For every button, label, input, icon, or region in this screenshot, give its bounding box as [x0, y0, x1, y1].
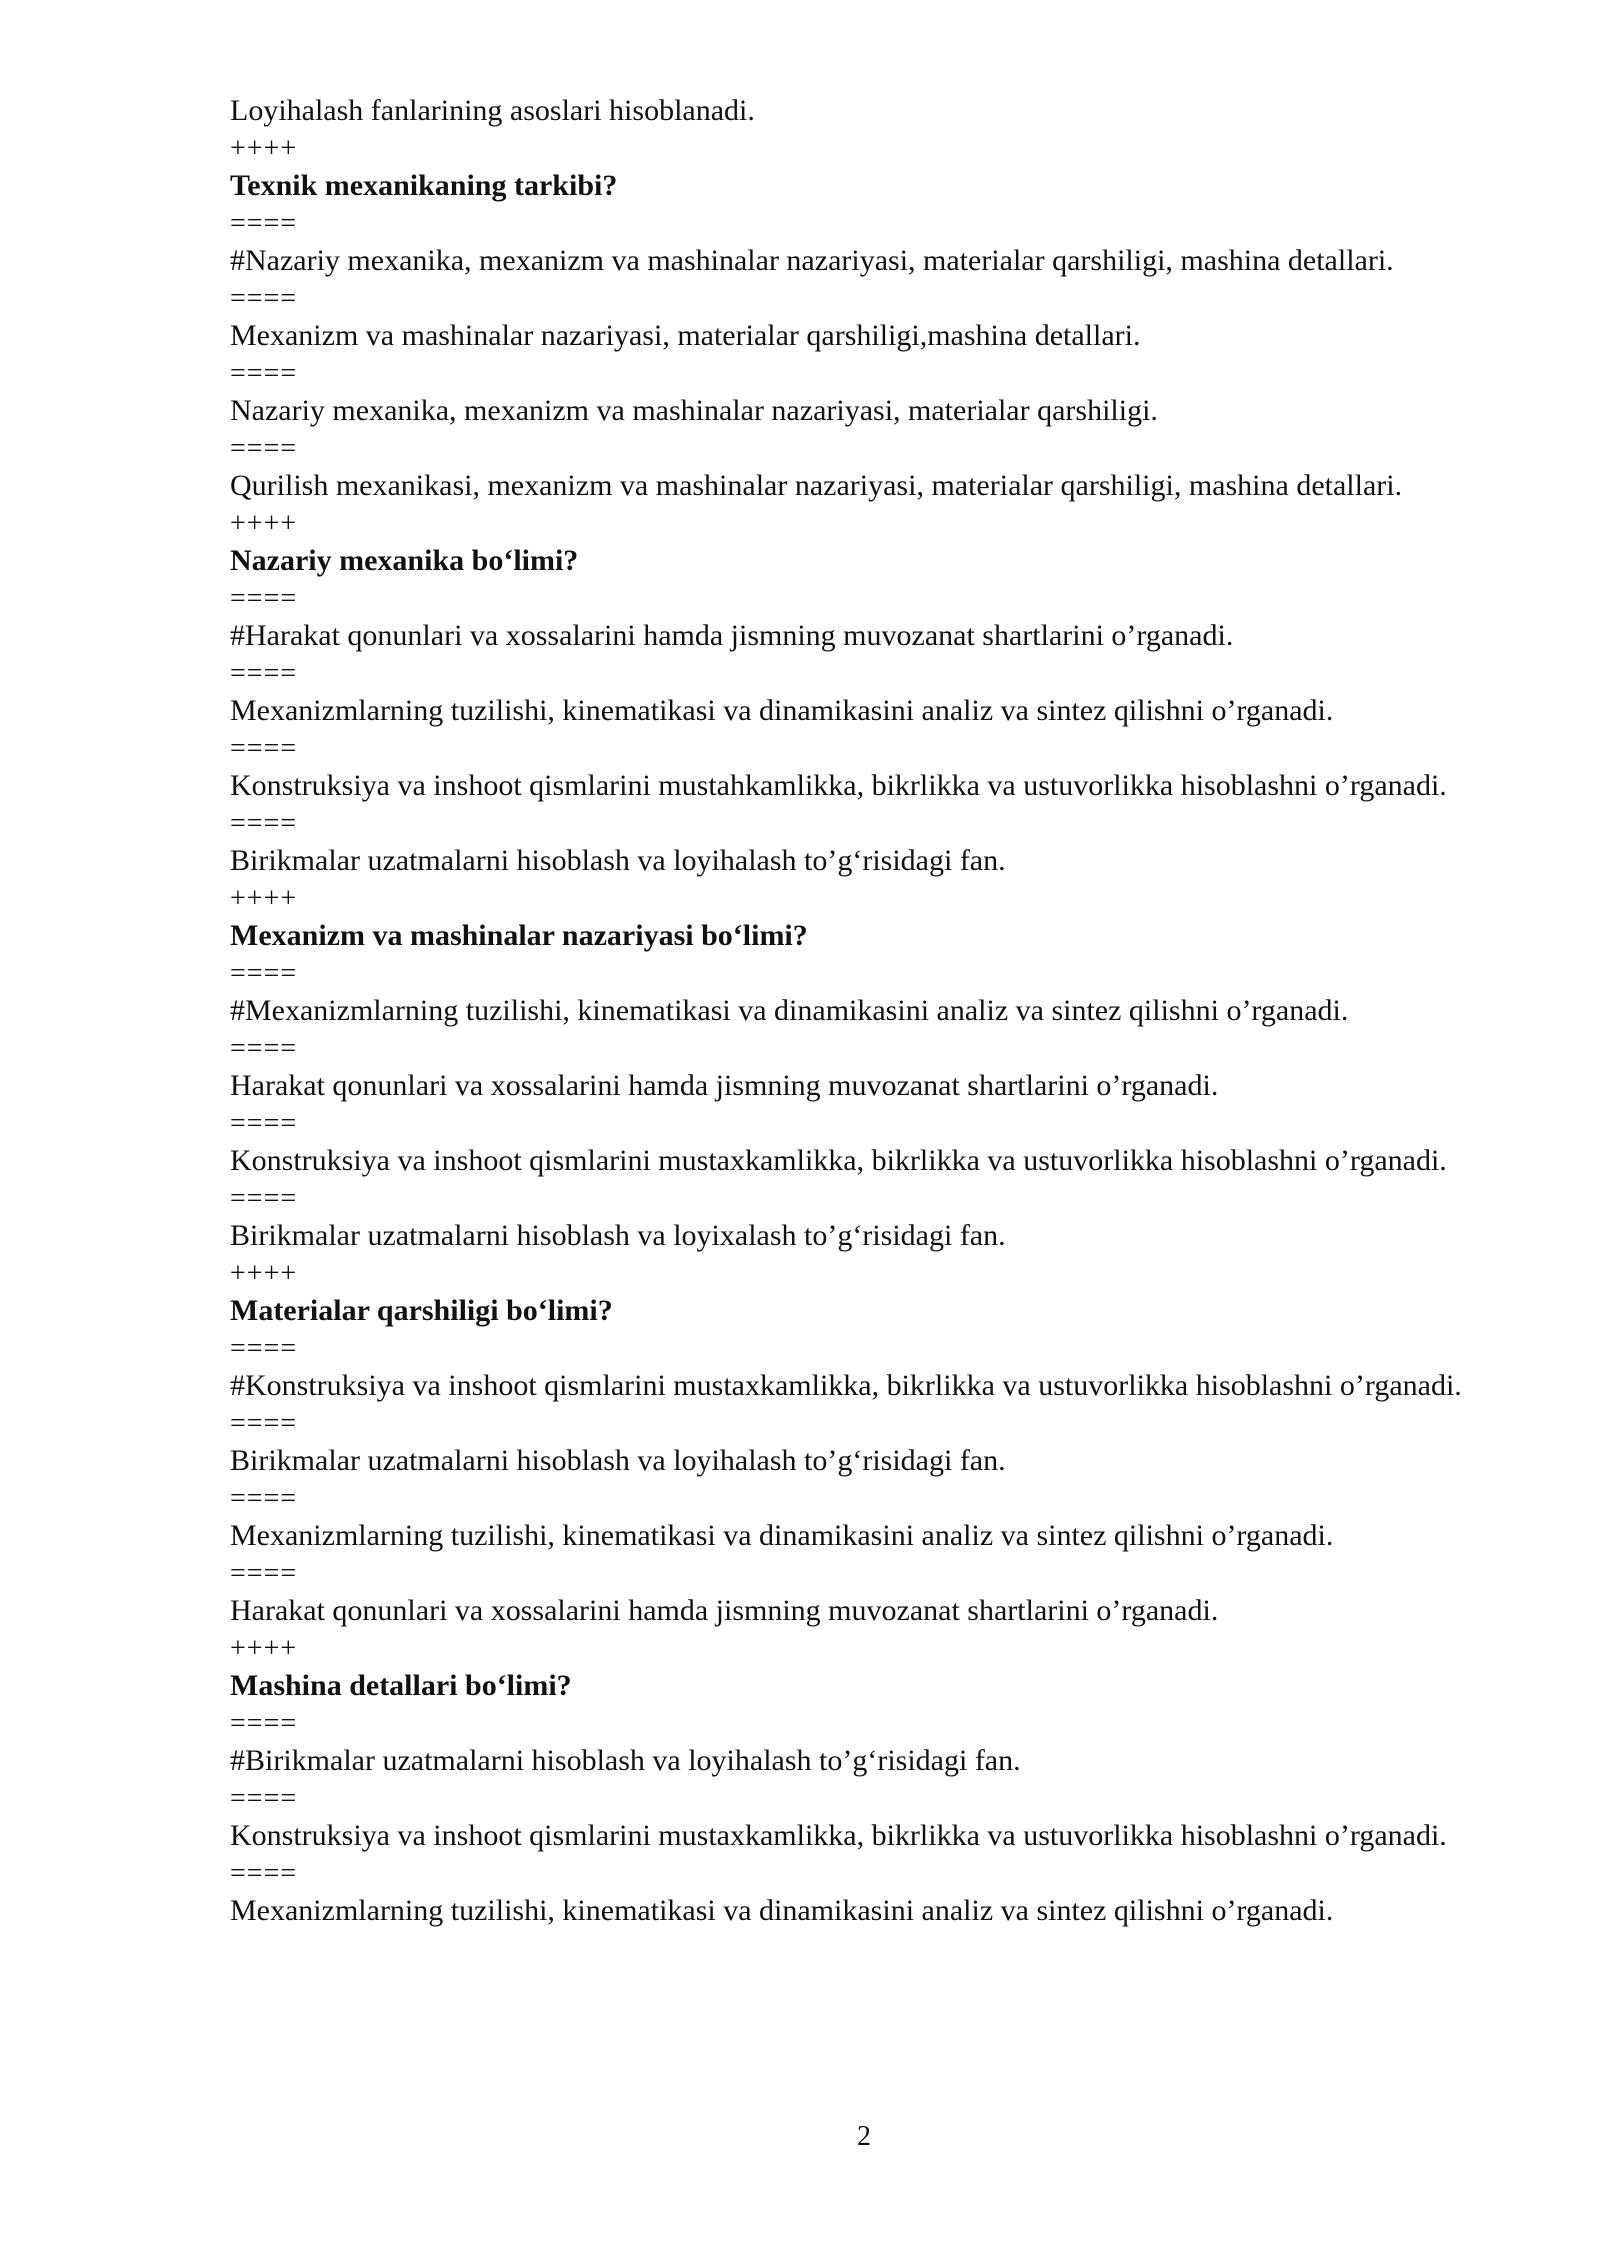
separator-line: ==== — [230, 957, 298, 989]
answer-option: Konstruksiya va inshoot qismlarini mustahkamlikka, bikrlikka va ustuvorlikka hisoblashni o’rganadi. — [230, 769, 1447, 802]
answer-option: Birikmalar uzatmalarni hisoblash va loyihalash to’g‘risidagi fan. — [230, 844, 1006, 877]
correct-answer-option: #Harakat qonunlari va xossalarini hamda jismning muvozanat shartlarini o’rganadi. — [230, 619, 1234, 652]
separator-line: ==== — [230, 1557, 298, 1589]
correct-answer-option: #Mexanizmlarning tuzilishi, kinematikasi va dinamikasini analiz va sintez qilishni o’rganadi. — [230, 994, 1349, 1027]
answer-option: Birikmalar uzatmalarni hisoblash va loyihalash to’g‘risidagi fan. — [230, 1444, 1006, 1477]
separator-line: ==== — [230, 807, 298, 839]
separator-line: ==== — [230, 207, 298, 239]
question-heading: Nazariy mexanika bo‘limi? — [230, 544, 579, 577]
answer-option: Mexanizm va mashinalar nazariyasi, materialar qarshiligi,mashina detallari. — [230, 319, 1141, 352]
separator-line: ++++ — [230, 1257, 298, 1289]
question-heading: Texnik mexanikaning tarkibi? — [230, 169, 618, 202]
separator-line: ==== — [230, 732, 298, 764]
question-heading: Mexanizm va mashinalar nazariyasi bo‘limi? — [230, 919, 808, 952]
answer-option: Konstruksiya va inshoot qismlarini mustaxkamlikka, bikrlikka va ustuvorlikka hisoblashni o’rganadi. — [230, 1144, 1447, 1177]
answer-option: Mexanizmlarning tuzilishi, kinematikasi va dinamikasini analiz va sintez qilishni o’rganadi. — [230, 1519, 1334, 1552]
answer-option: Birikmalar uzatmalarni hisoblash va loyixalash to’g‘risidagi fan. — [230, 1219, 1006, 1252]
answer-option: Harakat qonunlari va xossalarini hamda jismning muvozanat shartlarini o’rganadi. — [230, 1069, 1219, 1102]
separator-line: ==== — [230, 1182, 298, 1214]
separator-line: ==== — [230, 282, 298, 314]
separator-line: ==== — [230, 1482, 298, 1514]
answer-option: Mexanizmlarning tuzilishi, kinematikasi va dinamikasini analiz va sintez qilishni o’rganadi. — [230, 694, 1334, 727]
separator-line: ==== — [230, 357, 298, 389]
separator-line: ==== — [230, 1407, 298, 1439]
correct-answer-option: #Nazariy mexanika, mexanizm va mashinalar nazariyasi, materialar qarshiligi, mashina detallari. — [230, 244, 1394, 277]
page-number: 2 — [857, 2121, 871, 2152]
separator-line: ++++ — [230, 507, 298, 539]
answer-option: Loyihalash fanlarining asoslari hisoblanadi. — [230, 94, 755, 127]
answer-option: Harakat qonunlari va xossalarini hamda jismning muvozanat shartlarini o’rganadi. — [230, 1594, 1219, 1627]
question-heading: Mashina detallari bo‘limi? — [230, 1669, 572, 1702]
separator-line: ==== — [230, 1782, 298, 1814]
separator-line: ++++ — [230, 882, 298, 914]
answer-option: Mexanizmlarning tuzilishi, kinematikasi va dinamikasini analiz va sintez qilishni o’rganadi. — [230, 1894, 1334, 1927]
separator-line: ++++ — [230, 132, 298, 164]
correct-answer-option: #Birikmalar uzatmalarni hisoblash va loyihalash to’g‘risidagi fan. — [230, 1744, 1021, 1777]
separator-line: ==== — [230, 1707, 298, 1739]
correct-answer-option: #Konstruksiya va inshoot qismlarini mustaxkamlikka, bikrlikka va ustuvorlikka hisoblashni o’rganadi. — [230, 1369, 1462, 1402]
separator-line: ==== — [230, 432, 298, 464]
question-heading: Materialar qarshiligi bo‘limi? — [230, 1294, 613, 1327]
separator-line: ==== — [230, 1032, 298, 1064]
answer-option: Konstruksiya va inshoot qismlarini mustaxkamlikka, bikrlikka va ustuvorlikka hisoblashni o’rganadi. — [230, 1819, 1447, 1852]
separator-line: ==== — [230, 1332, 298, 1364]
document-body — [230, 92, 1500, 1930]
separator-line: ==== — [230, 1107, 298, 1139]
separator-line: ++++ — [230, 1632, 298, 1664]
answer-option: Nazariy mexanika, mexanizm va mashinalar nazariyasi, materialar qarshiligi. — [230, 394, 1158, 427]
separator-line: ==== — [230, 582, 298, 614]
separator-line: ==== — [230, 1857, 298, 1889]
separator-line: ==== — [230, 657, 298, 689]
answer-option: Qurilish mexanikasi, mexanizm va mashinalar nazariyasi, materialar qarshiligi, mashina detallari. — [230, 469, 1403, 502]
